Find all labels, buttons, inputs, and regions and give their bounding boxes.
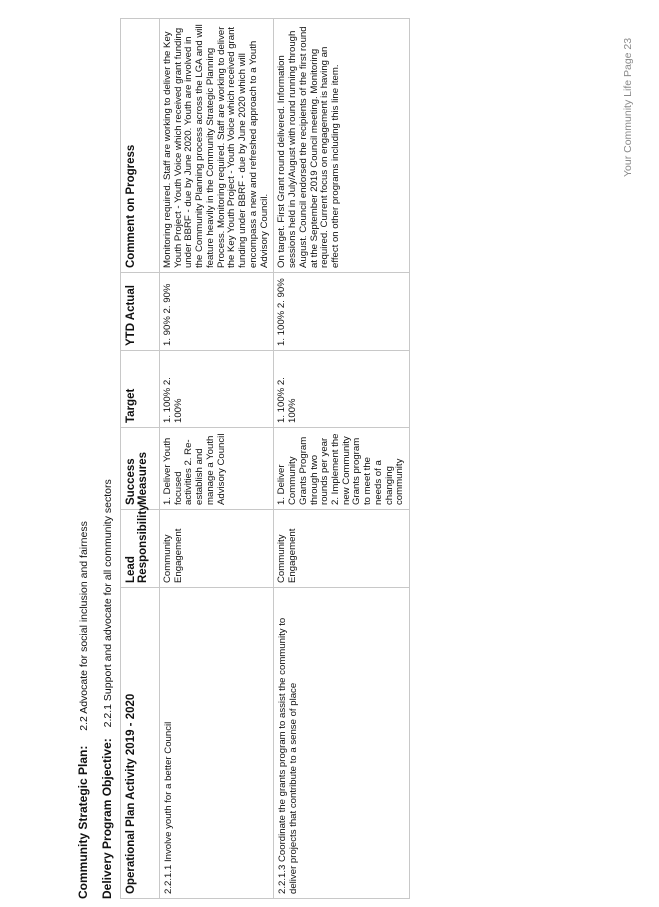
delivery-objective-heading [100,479,114,899]
strategic-plan-label: Community Strategic Plan: [76,745,90,899]
delivery-objective-label: Delivery Program Objective: [100,738,114,899]
lead-cell: Community Engagement [274,510,410,588]
ytd-cell [274,273,410,351]
column-header-comment: Comment on Progress [121,19,160,273]
column-header-measures: Success Measures [121,428,160,510]
target-cell [274,351,410,428]
comment-cell [274,19,410,273]
strategic-plan-heading [76,521,90,899]
target-item: 1. 100% [276,387,288,423]
ytd-item: 1. 100% [276,310,288,346]
target-item: 1. 100% [162,387,173,423]
comment-item: On target. First Grant round delivered. Information sessions held in July/August with round running through August. Council endorsed the recipients of the first round at the September 2019 Council meeting. [276,26,320,268]
comment-item: Monitoring required. Staff are working to deliver the Key Youth Project - Youth Voice which received grant funding under BBRF - due by June 2020 which will encompass a new and refreshed approach to a Youth Advisory Council. [215,26,270,268]
delivery-objective-value: 2.2.1 Support and advocate for all community sectors [102,479,114,728]
table-header-row [121,19,160,899]
ytd-item: 1. 90% [162,316,173,346]
measure-item: 1. Deliver Community Grants Program through two rounds per year [276,436,331,505]
table-row [160,19,274,899]
measure-item: 2. Implement the new Community Grants program to meet the needs of a changing community [330,433,406,505]
activity-cell: 2.2.1.1 Involve youth for a better Council [160,588,274,899]
measures-cell [274,428,410,510]
comment-item: Monitoring required. Staff are working to deliver the Key Youth Project - Youth Voice which received grant funding under BBRF - due by June 2020. Youth are involved in the Community Planning process across the LGA and will feature heavily in the Community Strategic Planning Process. [162,24,227,268]
target-cell [160,351,274,428]
column-header-ytd: YTD Actual [121,273,160,351]
ytd-cell [160,273,274,351]
measure-item: 2. Re-establish and manage a Youth Advisory Council [183,433,227,505]
strategic-plan-value: 2.2 Advocate for social inclusion and fairness [78,521,90,731]
ytd-item: 2. 90% [276,278,288,309]
operational-plan-table [120,18,410,899]
measure-item: 1. Deliver Youth focused activities [162,437,195,505]
target-item: 2. 100% [276,377,299,423]
lead-cell: Community Engagement [160,510,274,588]
table-row [274,19,410,899]
activity-cell: 2.2.1.3 Coordinate the grants program to assist the community to deliver projects that contribute to a sense of place [274,588,410,899]
page-footer: Your Community Life Page 23 [622,37,634,177]
target-item: 2. 100% [162,377,184,423]
column-header-lead: Lead Responsibility [121,510,160,588]
column-header-target: Target [121,351,160,428]
measures-cell [160,428,274,510]
column-header-activity: Operational Plan Activity 2019 - 2020 [121,588,160,899]
comment-cell [160,19,274,273]
comment-item: Monitoring required. Current focus on engagement is having an effect on other programs including this line item. [308,46,342,268]
ytd-item: 2. 90% [162,283,173,314]
